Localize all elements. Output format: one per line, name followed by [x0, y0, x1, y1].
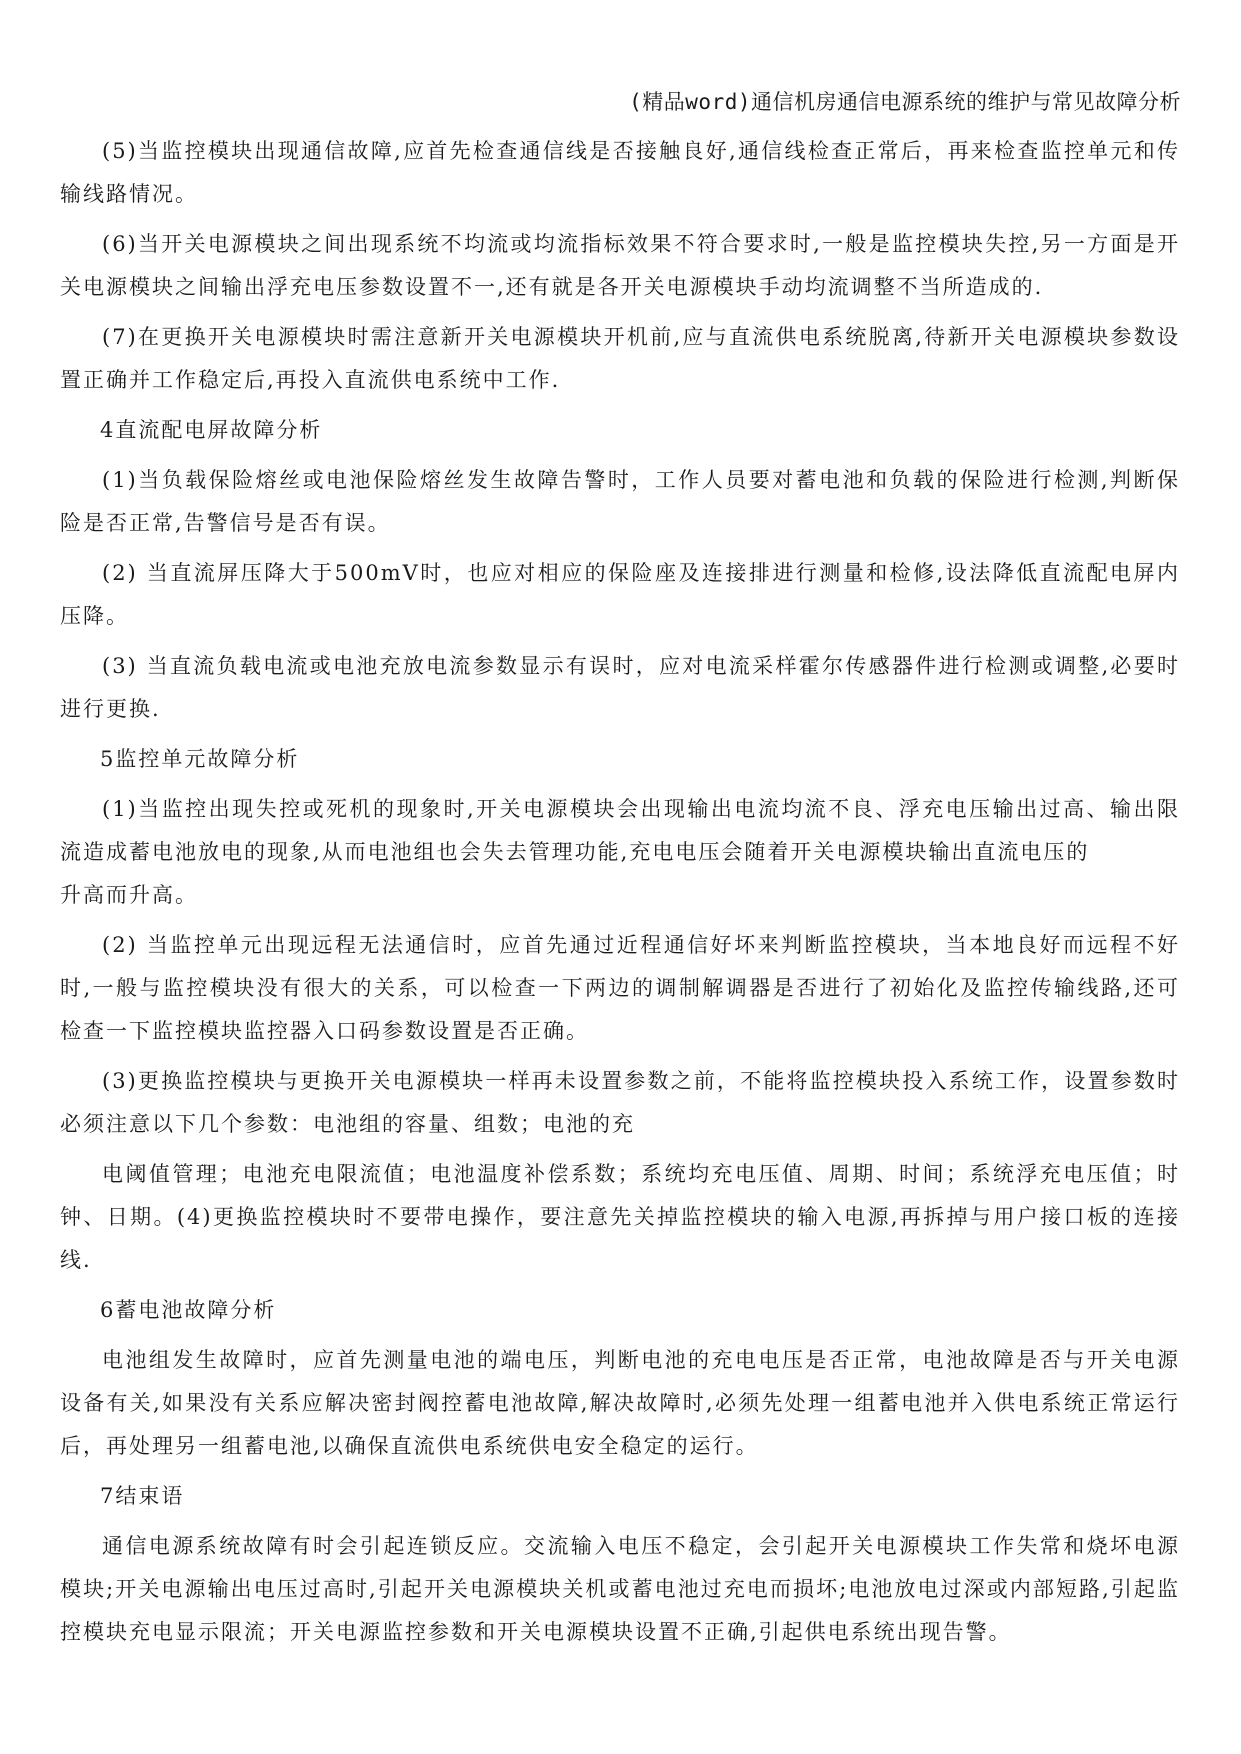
section-heading-7: 7结束语 [100, 1484, 185, 1508]
section-heading-5: 5监控单元故障分析 [100, 747, 300, 771]
section-5-paragraph-3-continued: 电阈值管理；电池充电限流值；电池温度补偿系数；系统均充电压值、周期、时间；系统浮充电压值；时钟、日期。(4)更换监控模块时不要带电操作，要注意先关掉监控模块的输入电源,再拆掉与用户接口板的连接线. [60, 1162, 1180, 1272]
section-6-paragraph-1: 电池组发生故障时，应首先测量电池的端电压，判断电池的充电电压是否正常，电池故障是否与开关电源设备有关,如果没有关系应解决密封阀控蓄电池故障,解决故障时,必须先处理一组蓄电池并入供电系统正常运行后，再处理另一组蓄电池,以确保直流供电系统供电安全稳定的运行。 [60, 1348, 1180, 1458]
document-body [60, 130, 1180, 1661]
section-5-paragraph-2: (2) 当监控单元出现远程无法通信时，应首先通过近程通信好坏来判断监控模块，当本地良好而远程不好时,一般与监控模块没有很大的关系，可以检查一下两边的调制解调器是否进行了初始化及监控传输线路,还可检查一下监控模块监控器入口码参数设置是否正确。 [60, 933, 1180, 1043]
section-4-paragraph-1: (1)当负载保险熔丝或电池保险熔丝发生故障告警时，工作人员要对蓄电池和负载的保险进行检测,判断保险是否正常,告警信号是否有误。 [60, 468, 1180, 535]
section-4-paragraph-3: (3) 当直流负载电流或电池充放电流参数显示有误时，应对电流采样霍尔传感器件进行检测或调整,必要时进行更换. [60, 654, 1180, 721]
paragraph-5: (5)当监控模块出现通信故障,应首先检查通信线是否接触良好,通信线检查正常后，再来检查监控单元和传输线路情况。 [60, 139, 1180, 206]
document-header: (精品word)通信机房通信电源系统的维护与常见故障分析 [629, 90, 1181, 114]
section-7-paragraph-1: 通信电源系统故障有时会引起连锁反应。交流输入电压不稳定，会引起开关电源模块工作失常和烧坏电源模块;开关电源输出电压过高时,引起开关电源模块关机或蓄电池过充电而损坏;电池放电过深或内部短路,引起监控模块充电显示限流；开关电源监控参数和开关电源模块设置不正确,引起供电系统出现告警。 [60, 1534, 1180, 1644]
section-heading-6: 6蓄电池故障分析 [100, 1298, 277, 1322]
section-5-paragraph-1: (1)当监控出现失控或死机的现象时,开关电源模块会出现输出电流均流不良、浮充电压输出过高、输出限流造成蓄电池放电的现象,从而电池组也会失去管理功能,充电电压会随着开关电源模块输出直流电压的 [60, 797, 1180, 864]
section-4-paragraph-2: (2) 当直流屏压降大于500mV时，也应对相应的保险座及连接排进行测量和检修,设法降低直流配电屏内压降。 [60, 561, 1180, 628]
section-5-paragraph-3: (3)更换监控模块与更换开关电源模块一样再未设置参数之前，不能将监控模块投入系统工作，设置参数时必须注意以下几个参数：电池组的容量、组数；电池的充 [60, 1069, 1180, 1136]
paragraph-7: (7)在更换开关电源模块时需注意新开关电源模块开机前,应与直流供电系统脱离,待新开关电源模块参数设置正确并工作稳定后,再投入直流供电系统中工作. [60, 325, 1180, 392]
section-heading-4: 4直流配电屏故障分析 [100, 418, 323, 442]
paragraph-6: (6)当开关电源模块之间出现系统不均流或均流指标效果不符合要求时,一般是监控模块失控,另一方面是开关电源模块之间输出浮充电压参数设置不一,还有就是各开关电源模块手动均流调整不当所造成的. [60, 232, 1180, 299]
section-5-paragraph-1-continued: 升高而升高。 [60, 883, 198, 907]
